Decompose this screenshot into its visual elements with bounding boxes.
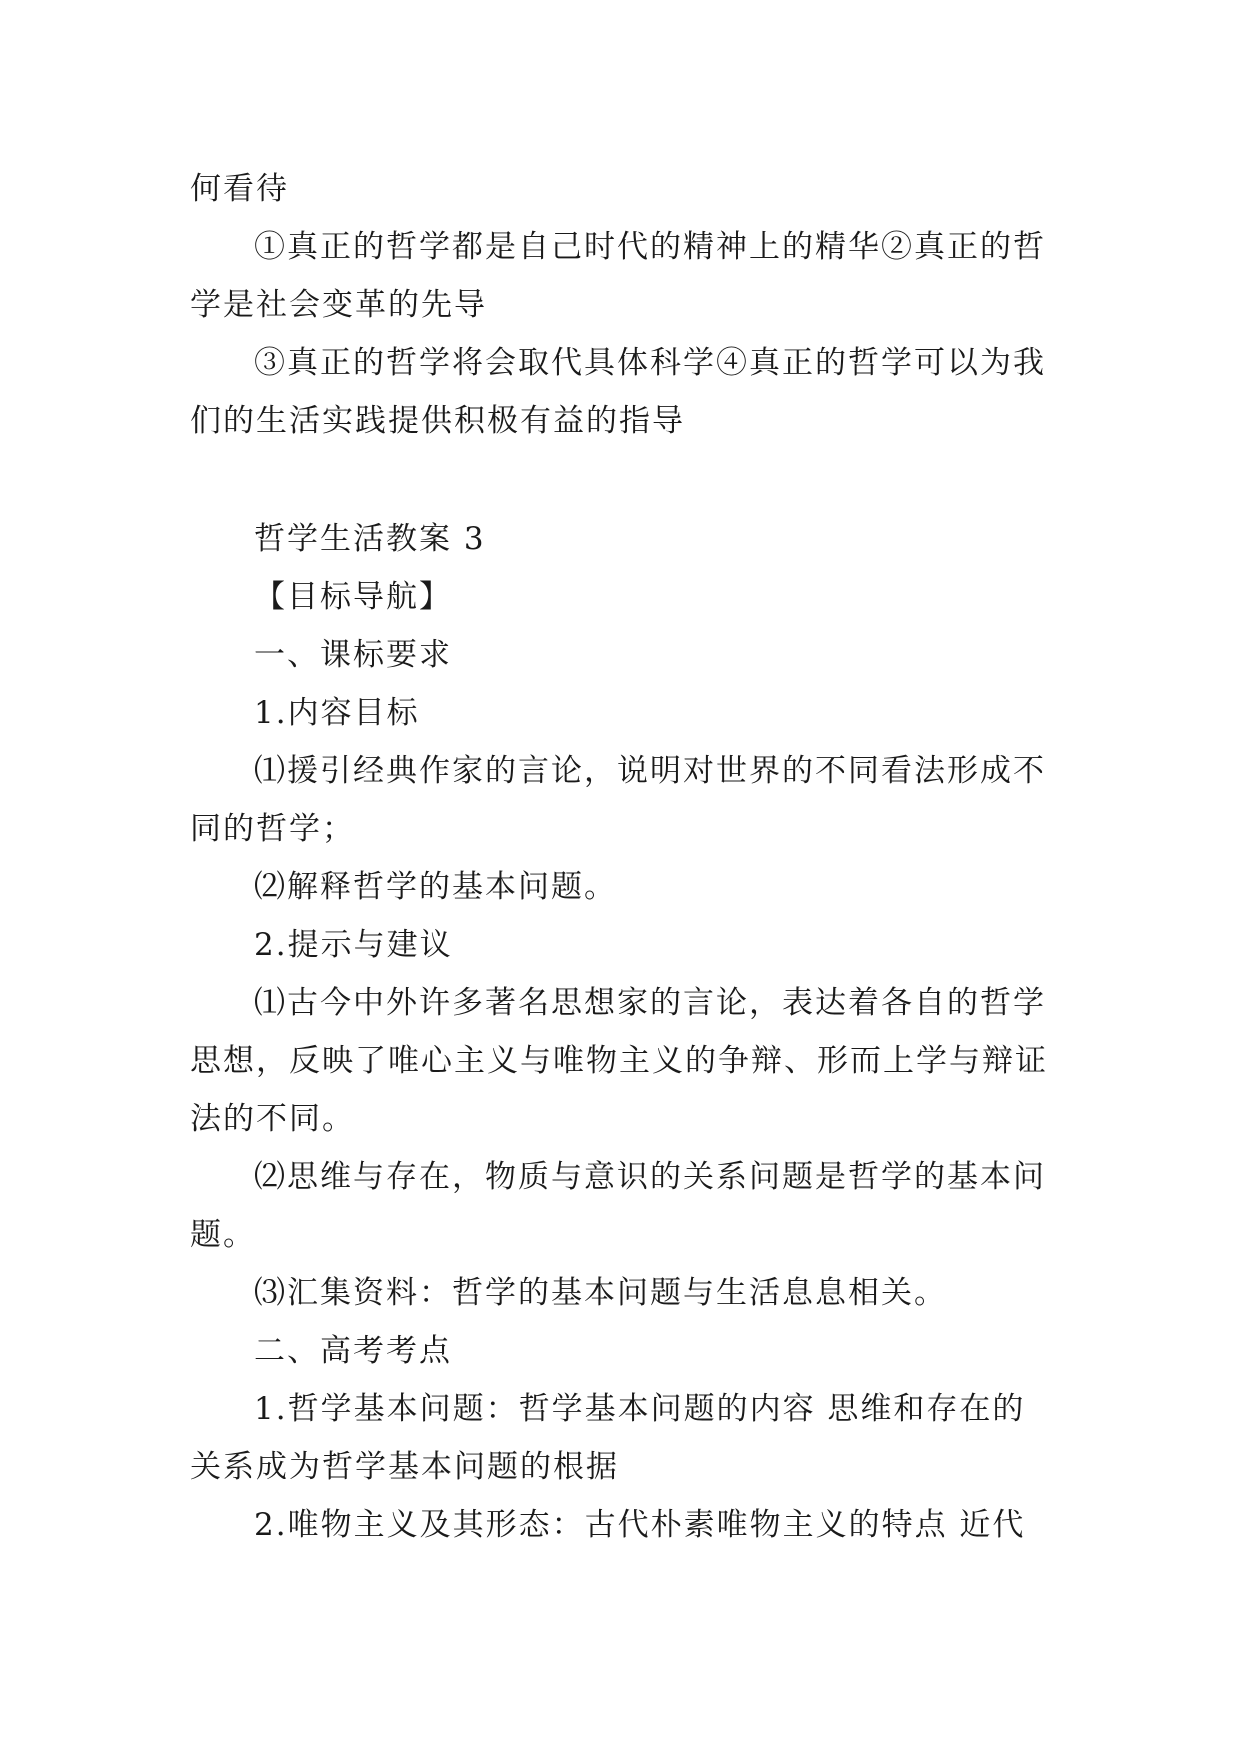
paragraph-options-3-4: ③真正的哲学将会取代具体科学④真正的哲学可以为我们的生活实践提供积极有益的指导 <box>190 345 1046 439</box>
heading-curriculum-requirements: 一、课标要求 <box>254 637 452 673</box>
section-gap <box>190 450 1050 510</box>
goal-item-1: ⑴援引经典作家的言论，说明对世界的不同看法形成不同的哲学； <box>190 753 1046 847</box>
section-nav-heading: 【目标导航】 <box>254 579 452 615</box>
tip-item-2: ⑵思维与存在，物质与意识的关系问题是哲学的基本问题。 <box>190 1159 1046 1253</box>
exam-point-2: 2.唯物主义及其形态：古代朴素唯物主义的特点 近代 <box>254 1507 1026 1543</box>
goal-item-2: ⑵解释哲学的基本问题。 <box>254 869 617 905</box>
tip-item-1: ⑴古今中外许多著名思想家的言论，表达着各自的哲学思想，反映了唯心主义与唯物主义的争辩、形而上学与辩证法的不同。 <box>190 985 1048 1137</box>
document-page <box>190 160 1050 1554</box>
paragraph-continuation: 何看待 <box>190 171 289 207</box>
section-title: 哲学生活教案 3 <box>254 521 486 557</box>
subheading-tips: 2.提示与建议 <box>254 927 453 963</box>
subheading-content-goals: 1.内容目标 <box>254 695 420 731</box>
exam-point-1: 1.哲学基本问题：哲学基本问题的内容 思维和存在的关系成为哲学基本问题的根据 <box>190 1391 1026 1485</box>
paragraph-options-1-2: ①真正的哲学都是自己时代的精神上的精华②真正的哲学是社会变革的先导 <box>190 229 1046 323</box>
heading-exam-points: 二、高考考点 <box>254 1333 452 1369</box>
tip-item-3: ⑶汇集资料：哲学的基本问题与生活息息相关。 <box>254 1275 947 1311</box>
